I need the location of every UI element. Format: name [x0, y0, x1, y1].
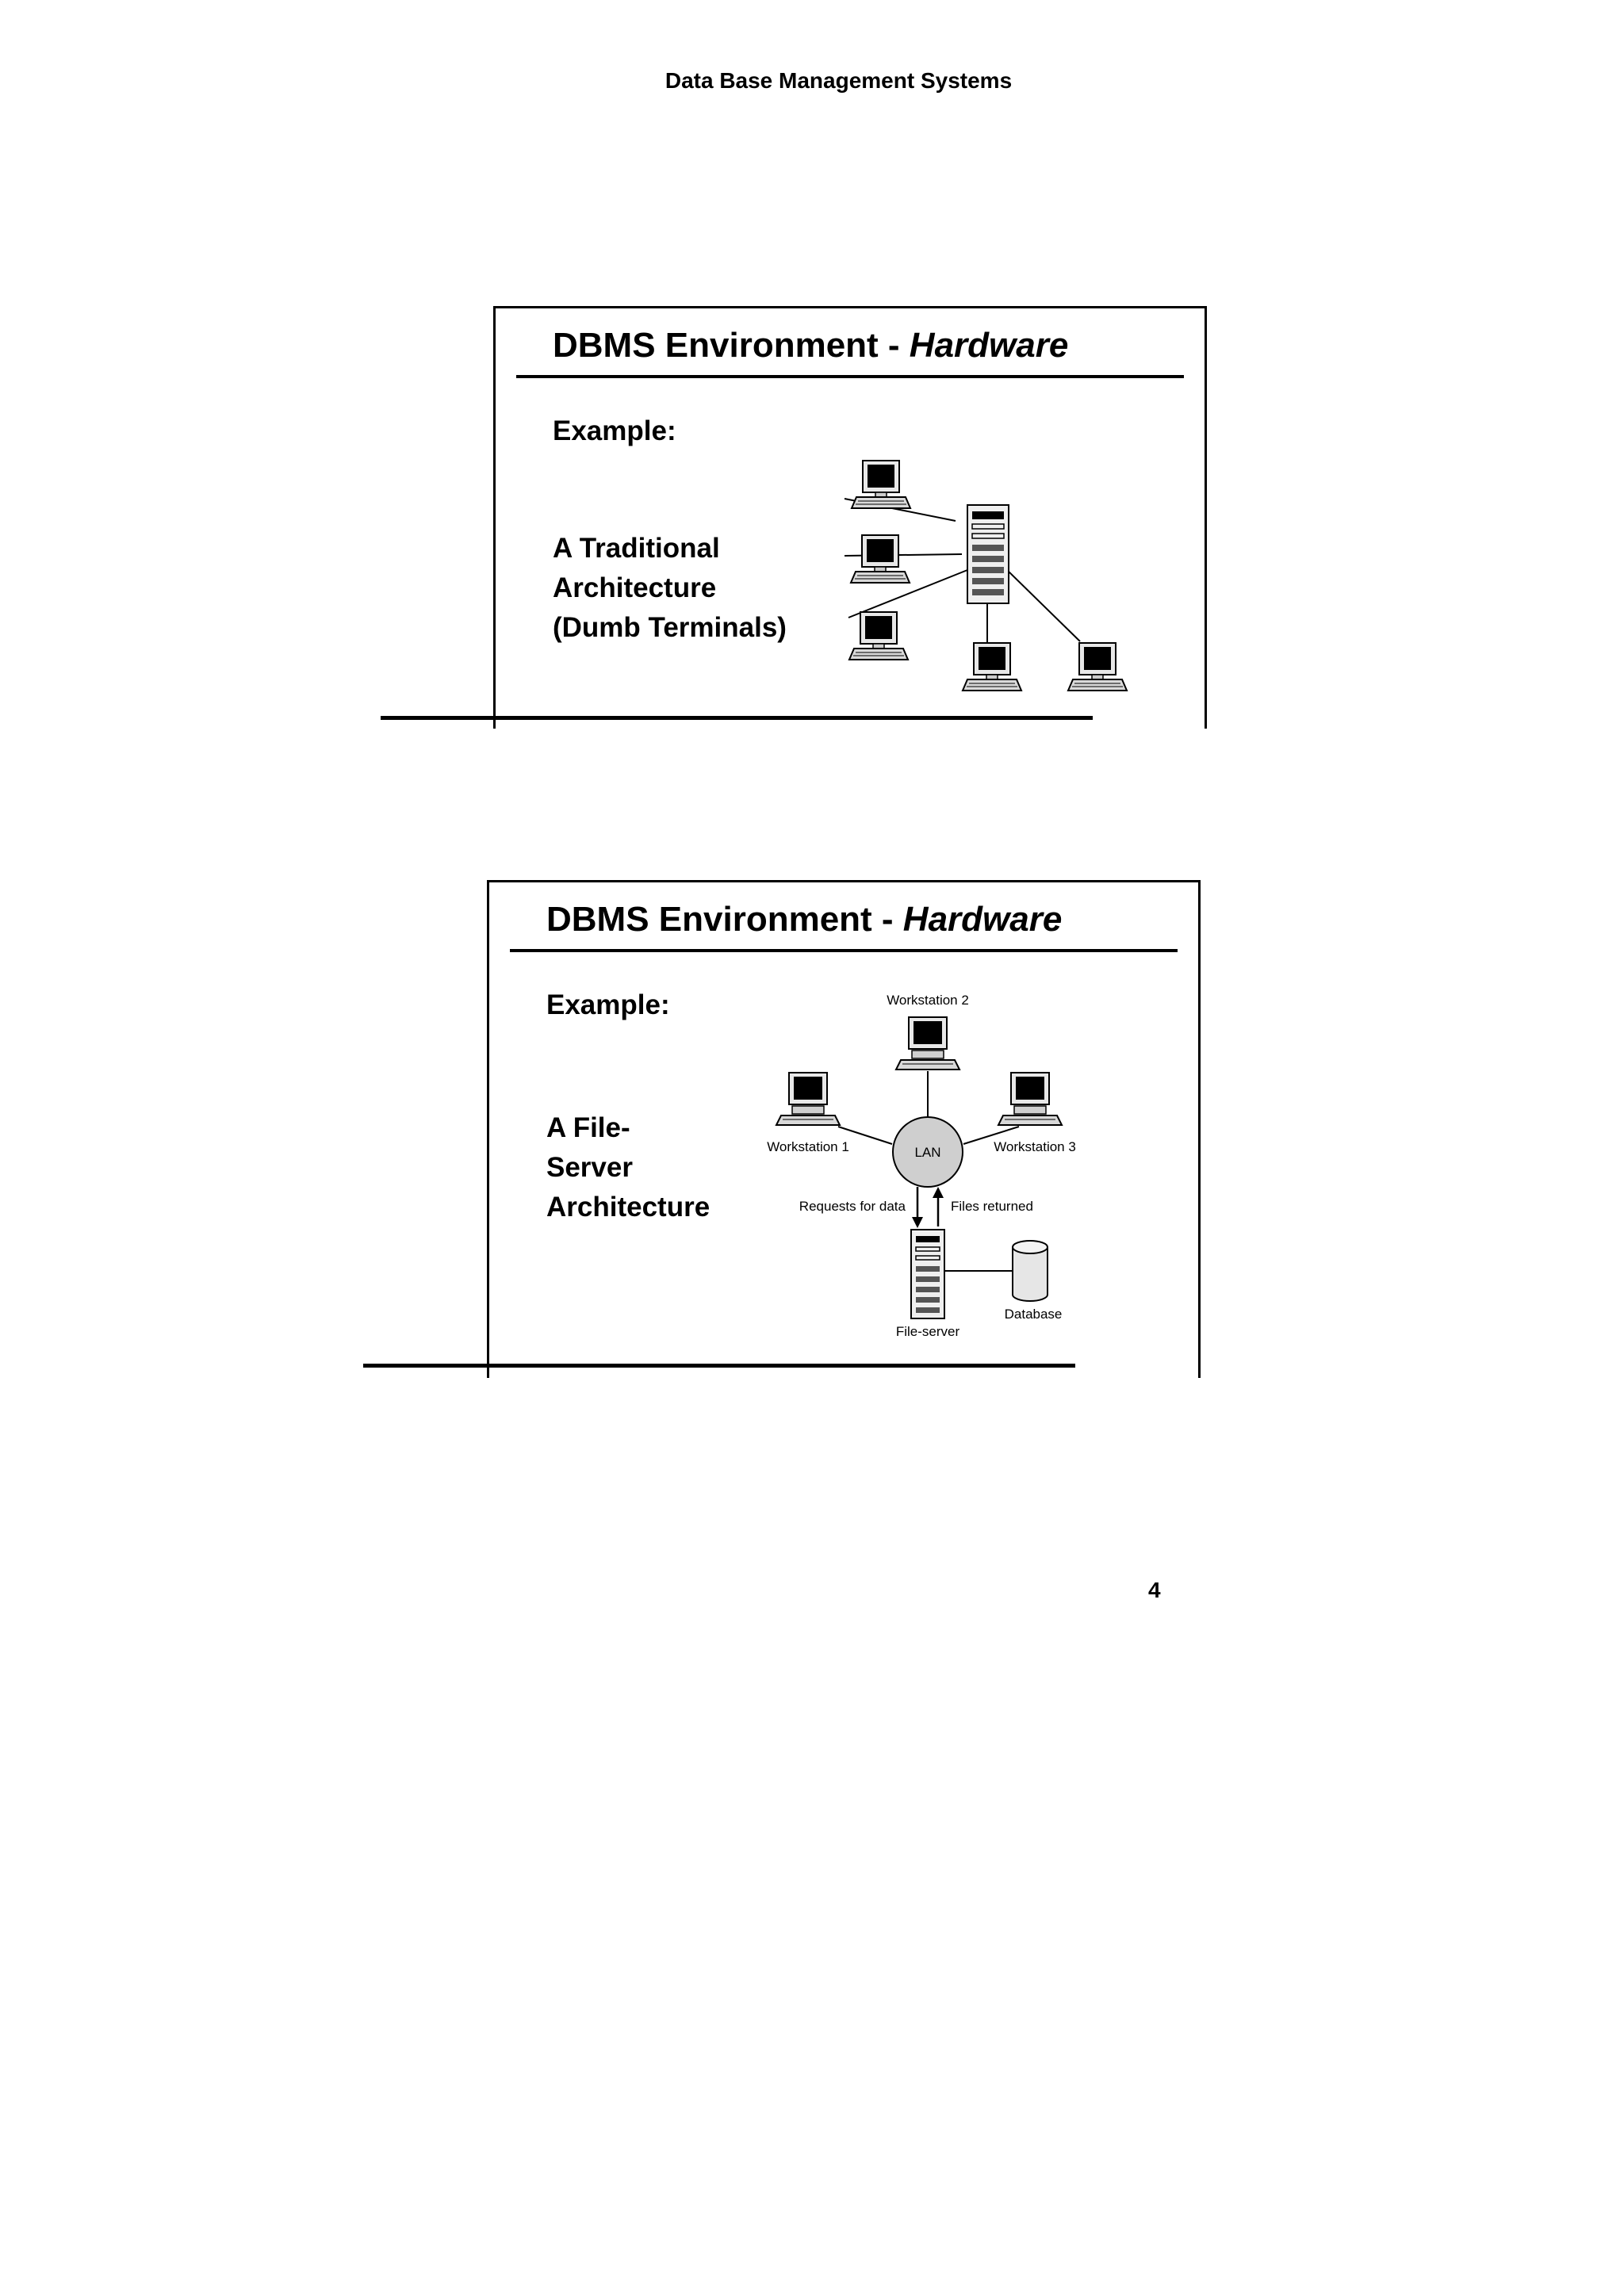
lan-label: LAN [914, 1145, 941, 1160]
network-link [1007, 570, 1080, 641]
workstation-1-label: Workstation 1 [767, 1139, 849, 1154]
slide-title-italic: Hardware [902, 900, 1063, 939]
description-line: A File- [546, 1112, 630, 1143]
description-line: Server [546, 1152, 633, 1183]
slide-title-main: DBMS Environment - [553, 326, 910, 365]
request-arrow-head [912, 1217, 923, 1228]
slide-bottom-rule [381, 716, 1093, 720]
files-returned-label: Files returned [951, 1199, 1033, 1214]
database-label: Database [1004, 1307, 1063, 1322]
description-line: Architecture [546, 1192, 710, 1223]
file-server-diagram [489, 882, 1198, 1378]
slide-bottom-rule [363, 1364, 1075, 1368]
terminal-icon [852, 461, 910, 508]
requests-label: Requests for data [799, 1199, 906, 1214]
workstation-1-icon [776, 1073, 840, 1125]
file-server-icon [911, 1230, 944, 1318]
mainframe-server-icon [967, 505, 1009, 603]
terminal-icon [851, 535, 910, 583]
slide-title-italic: Hardware [909, 326, 1069, 365]
file-server-label: File-server [895, 1324, 960, 1339]
terminal-icon [963, 643, 1021, 691]
database-icon [1013, 1241, 1048, 1301]
example-label: Example: [553, 415, 676, 446]
slide-file-server-architecture [487, 880, 1201, 1378]
terminal-icon [1068, 643, 1127, 691]
workstation-2-icon [896, 1017, 959, 1070]
terminal-icon [849, 612, 908, 660]
page-number: 4 [1148, 1578, 1161, 1602]
slide-traditional-architecture [493, 306, 1207, 729]
workstation-3-label: Workstation 3 [994, 1139, 1076, 1154]
description-line: Architecture [553, 572, 717, 603]
workstation-3-icon [998, 1073, 1062, 1125]
workstation-2-label: Workstation 2 [887, 993, 969, 1008]
example-label: Example: [546, 989, 670, 1020]
return-arrow-head [933, 1187, 944, 1198]
description-line: A Traditional [553, 533, 720, 564]
slide-title-main: DBMS Environment - [546, 900, 903, 939]
description-line: (Dumb Terminals) [553, 612, 787, 643]
page-header-title: Data Base Management Systems [665, 68, 1013, 93]
traditional-architecture-diagram [496, 308, 1205, 729]
